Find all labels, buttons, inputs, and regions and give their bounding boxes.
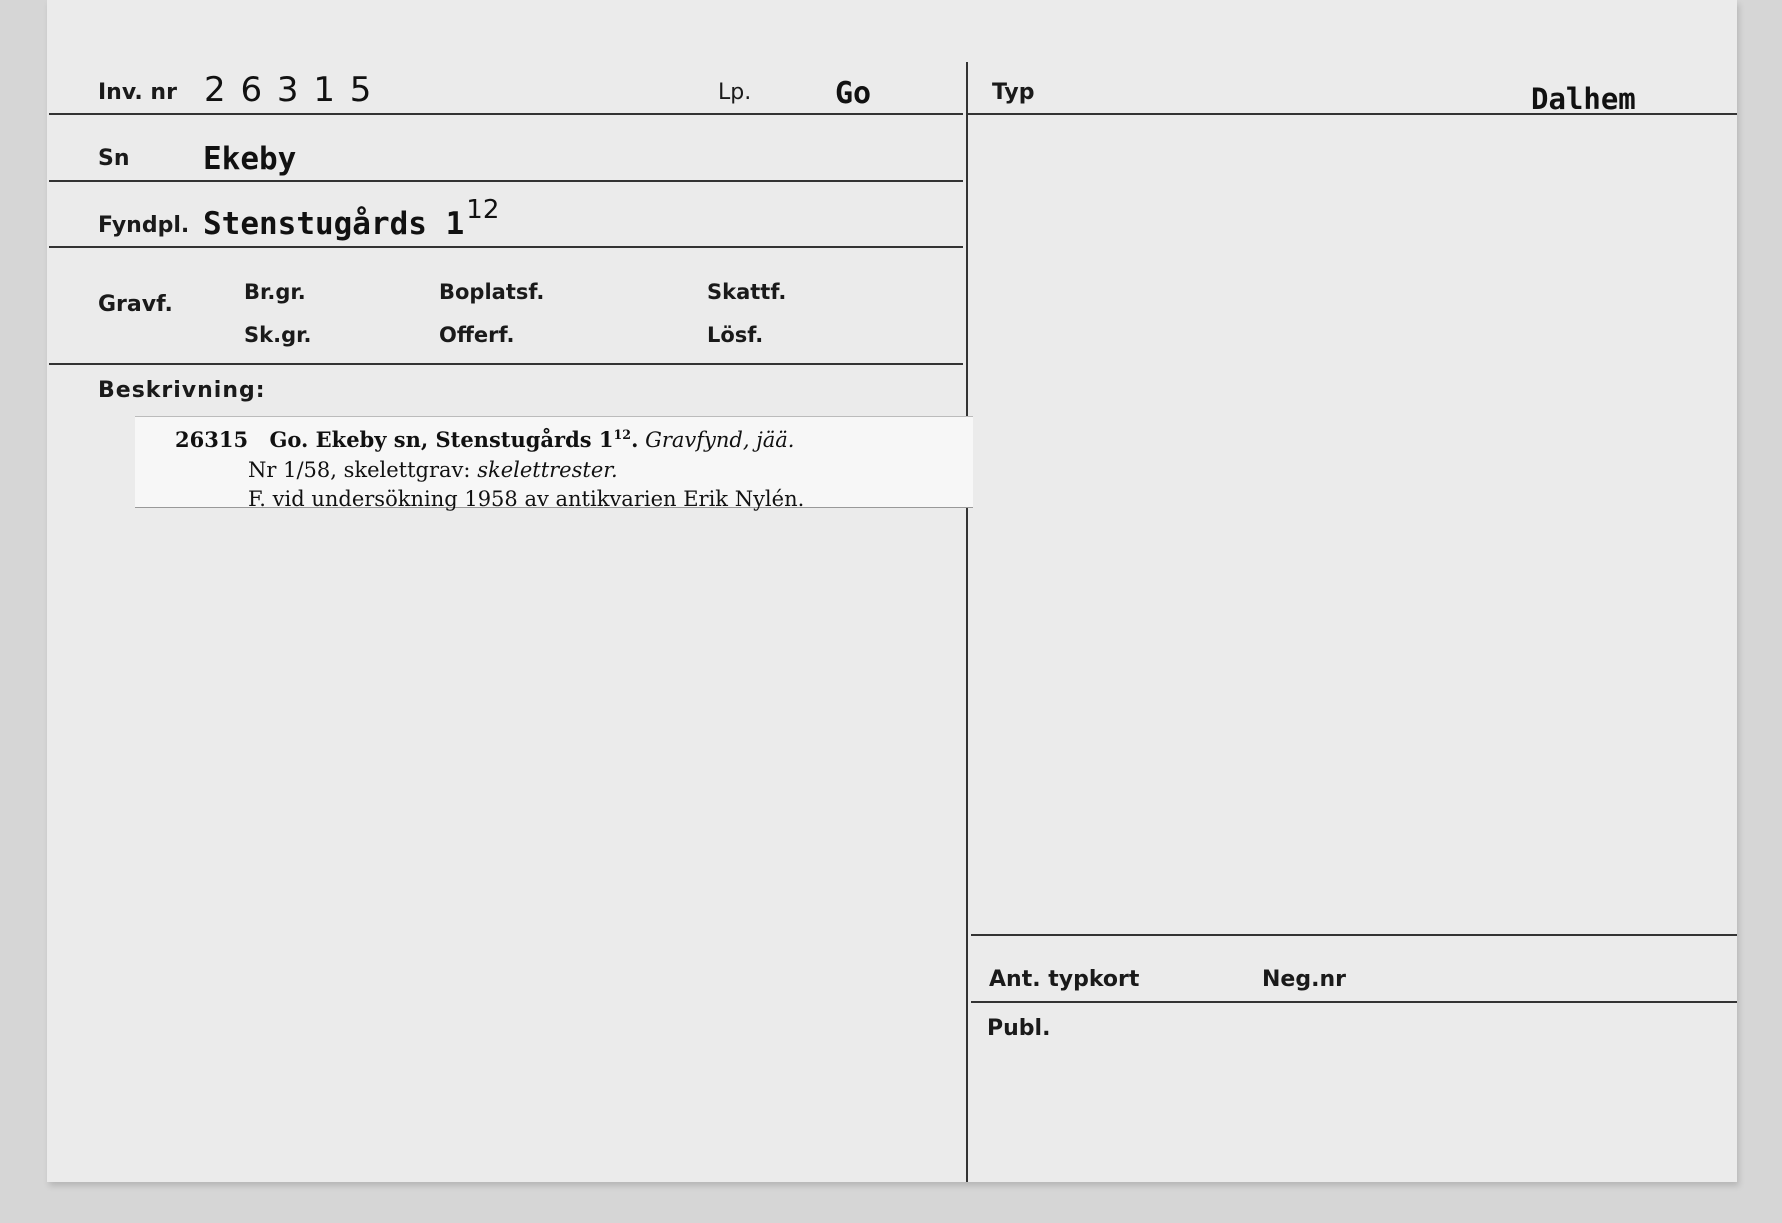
- skattf-label: Skattf.: [707, 280, 787, 304]
- boplatsf-label: Boplatsf.: [439, 280, 545, 304]
- fyndpl-label: Fyndpl.: [98, 213, 190, 238]
- slip-title-sup: 12: [613, 427, 632, 442]
- catalog-card: [47, 0, 1737, 1182]
- center-divider: [966, 62, 968, 1182]
- slip-title: Go. Ekeby sn, Stenstugårds 1: [269, 427, 614, 452]
- negnr-label: Neg.nr: [1262, 967, 1346, 992]
- fyndpl-superscript: 12: [466, 195, 500, 225]
- slip-number: 26315: [175, 427, 249, 452]
- rule-inv: [49, 113, 963, 115]
- fyndpl-text: Stenstugårds 1: [203, 206, 465, 242]
- rule-ant-typkort: [971, 934, 1737, 936]
- rule-publ: [971, 1001, 1737, 1003]
- rule-gravf: [49, 363, 963, 365]
- lp-label: Lp.: [718, 80, 752, 105]
- slip-title-italic: Gravfynd, jää.: [645, 428, 795, 452]
- slip-line-3-text: F. vid undersökning 1958 av antikvarien Erik Nylén.: [248, 487, 805, 511]
- brgr-label: Br.gr.: [244, 280, 306, 304]
- ant-typkort-label: Ant. typkort: [989, 967, 1140, 992]
- description-slip: [135, 416, 973, 511]
- lp-value: Go: [835, 76, 872, 111]
- inv-value: 2 6 3 1 5: [204, 70, 374, 110]
- rule-fyndpl: [49, 246, 963, 248]
- fyndpl-value: [203, 195, 500, 242]
- offerf-label: Offerf.: [439, 323, 515, 347]
- beskrivning-label: Beskrivning:: [98, 378, 266, 403]
- sn-label: Sn: [98, 146, 130, 171]
- typ-label: Typ: [992, 80, 1035, 105]
- slip-line-3: [248, 487, 804, 511]
- slip-line-2-italic: skelettrester.: [477, 458, 618, 482]
- slip-line-2-plain: Nr 1/58, skelettgrav:: [248, 458, 471, 482]
- gravf-label: Gravf.: [98, 292, 173, 317]
- typ-value: Dalhem: [1531, 82, 1636, 116]
- slip-line-2: [248, 458, 618, 482]
- publ-label: Publ.: [987, 1016, 1051, 1041]
- losf-label: Lösf.: [707, 323, 764, 347]
- rule-sn: [49, 180, 963, 182]
- inv-label: Inv. nr: [98, 80, 177, 105]
- sn-value: Ekeby: [203, 141, 297, 177]
- slip-title-dot: .: [631, 427, 639, 452]
- skgr-label: Sk.gr.: [244, 323, 312, 347]
- slip-line-1: [175, 427, 794, 452]
